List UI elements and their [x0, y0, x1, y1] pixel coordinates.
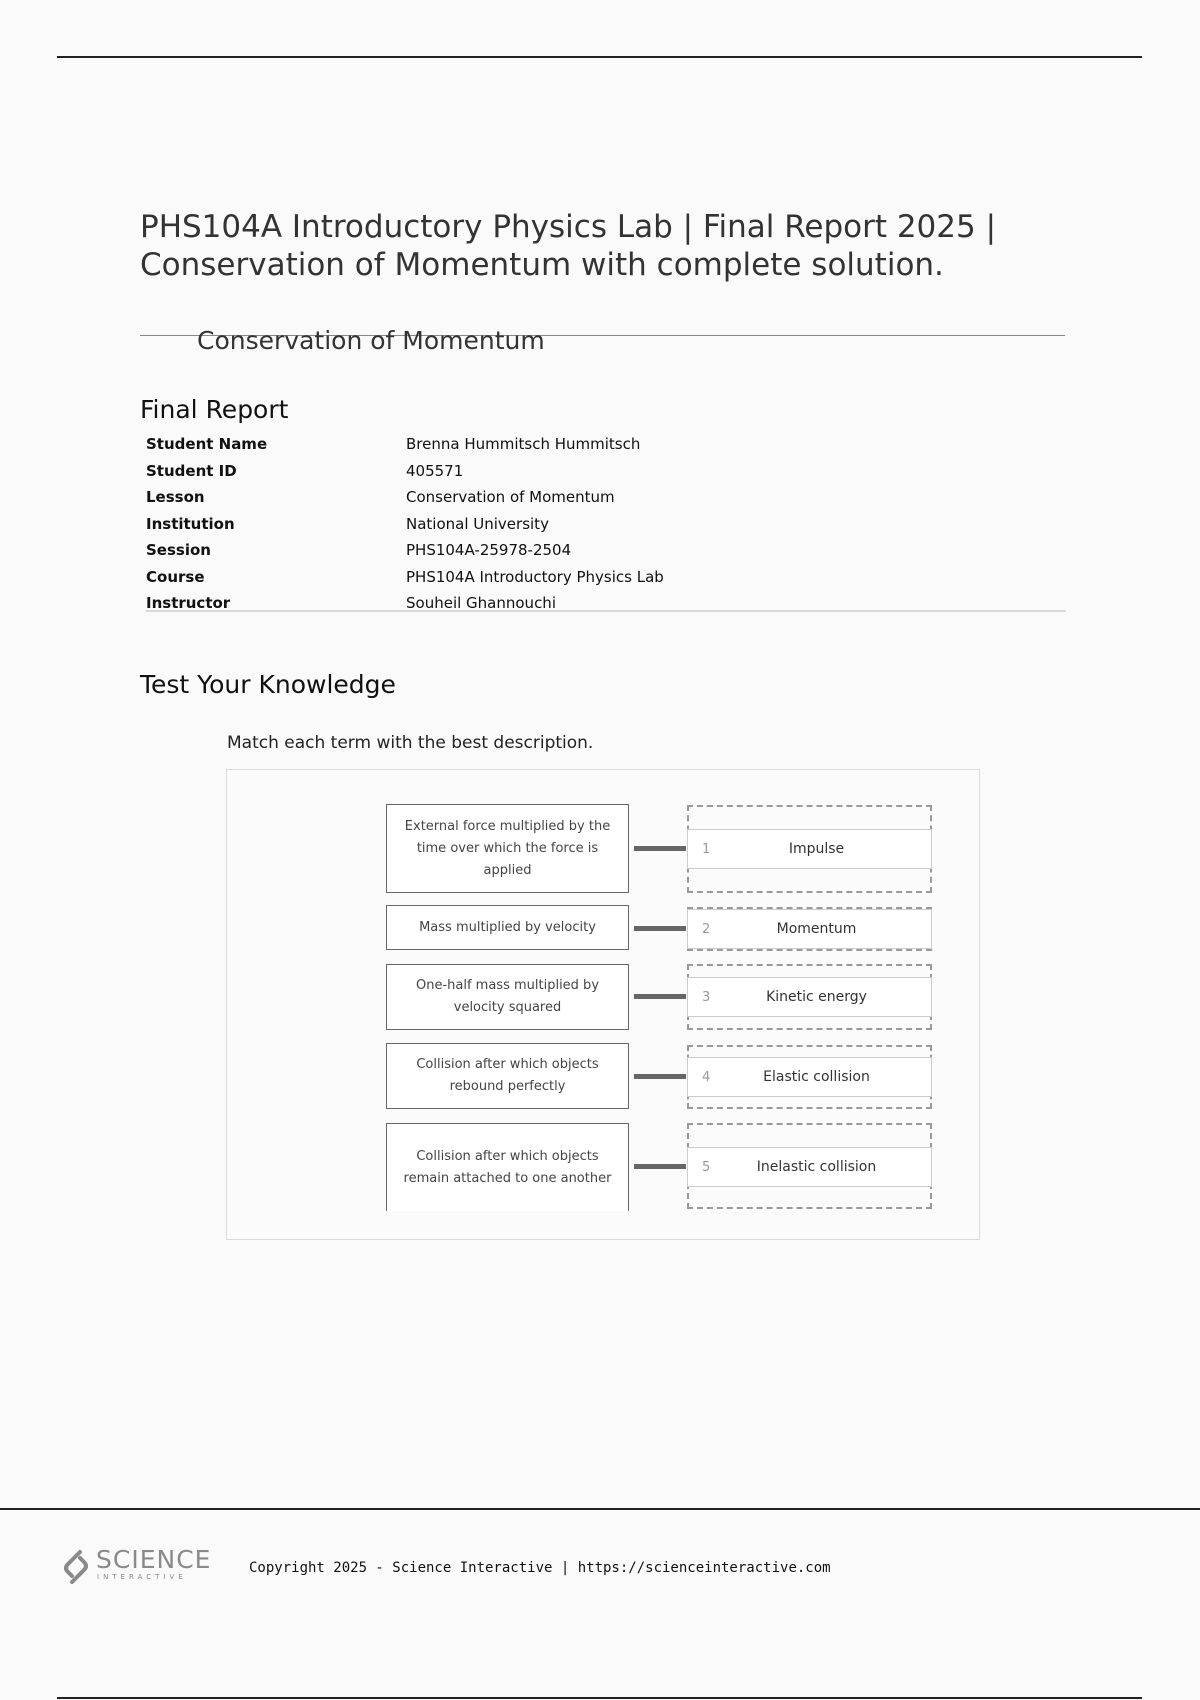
term-number: 3: [702, 989, 711, 1005]
info-row-student-name: [146, 431, 1066, 458]
info-label: Student Name: [146, 435, 268, 454]
test-knowledge-heading: Test Your Knowledge: [140, 670, 396, 699]
science-interactive-logo: [60, 1545, 210, 1587]
description-card[interactable]: One-half mass multiplied by velocity squared: [386, 964, 629, 1030]
info-value: Souheil Ghannouchi: [406, 594, 556, 612]
info-label: Lesson: [146, 488, 205, 507]
info-value: Conservation of Momentum: [406, 488, 615, 507]
logo-wordmark: SCIENCE: [96, 1545, 212, 1574]
term-number: 2: [702, 921, 711, 937]
term-label: Kinetic energy: [766, 989, 867, 1005]
term-card[interactable]: [687, 1147, 932, 1187]
term-card[interactable]: [687, 1057, 932, 1097]
info-row-course: [146, 564, 1066, 591]
term-label: Impulse: [788, 841, 845, 857]
info-label: Student ID: [146, 461, 237, 480]
match-connector: [634, 846, 686, 851]
match-connector: [634, 1074, 686, 1079]
footer-rule: [0, 1508, 1200, 1510]
info-value: PHS104A-25978-2504: [406, 541, 572, 560]
info-row-session: [146, 537, 1066, 564]
top-rule: [57, 56, 1142, 58]
match-instruction: Match each term with the best description.: [227, 733, 594, 753]
match-connector: [634, 926, 686, 931]
term-label: Momentum: [776, 921, 857, 937]
match-connector: [634, 1164, 686, 1169]
info-label: Institution: [146, 514, 235, 533]
description-card[interactable]: Collision after which objects rebound perfectly: [386, 1043, 629, 1109]
logo-subtext: INTERACTIVE: [97, 1573, 187, 1581]
info-row-institution: [146, 511, 1066, 538]
report-info-table: [146, 431, 1066, 612]
copyright-text: Copyright 2025 - Science Interactive | https://scienceinteractive.com: [249, 1560, 831, 1576]
bottom-rule: [57, 1697, 1142, 1699]
term-number: 5: [702, 1159, 711, 1175]
info-row-lesson: [146, 484, 1066, 511]
info-row-instructor: [146, 590, 1066, 612]
document-title: PHS104A Introductory Physics Lab | Final Report 2025 | Conservation of Momentum with complete solution.: [140, 209, 997, 283]
term-label: Inelastic collision: [756, 1159, 877, 1175]
info-value: 405571: [406, 461, 464, 480]
info-value: PHS104A Introductory Physics Lab: [406, 567, 664, 586]
description-card[interactable]: Collision after which objects remain attached to one another: [386, 1123, 629, 1211]
info-value: Brenna Hummitsch Hummitsch: [406, 435, 641, 454]
info-label: Session: [146, 541, 211, 560]
description-card[interactable]: External force multiplied by the time over which the force is applied: [386, 804, 629, 893]
term-card[interactable]: [687, 977, 932, 1017]
matching-panel: [226, 769, 980, 1240]
info-label: Course: [146, 567, 205, 586]
info-value: National University: [406, 514, 549, 533]
description-card[interactable]: Mass multiplied by velocity: [386, 905, 629, 950]
logo-icon: [60, 1548, 92, 1586]
term-card[interactable]: [687, 829, 932, 869]
term-number: 1: [702, 841, 711, 857]
info-label: Instructor: [146, 594, 231, 612]
term-label: Elastic collision: [763, 1069, 870, 1085]
term-card[interactable]: [687, 909, 932, 949]
match-connector: [634, 994, 686, 999]
term-number: 4: [702, 1069, 711, 1085]
final-report-heading: Final Report: [140, 395, 289, 424]
lesson-heading: Conservation of Momentum: [197, 326, 545, 355]
info-row-student-id: [146, 458, 1066, 485]
